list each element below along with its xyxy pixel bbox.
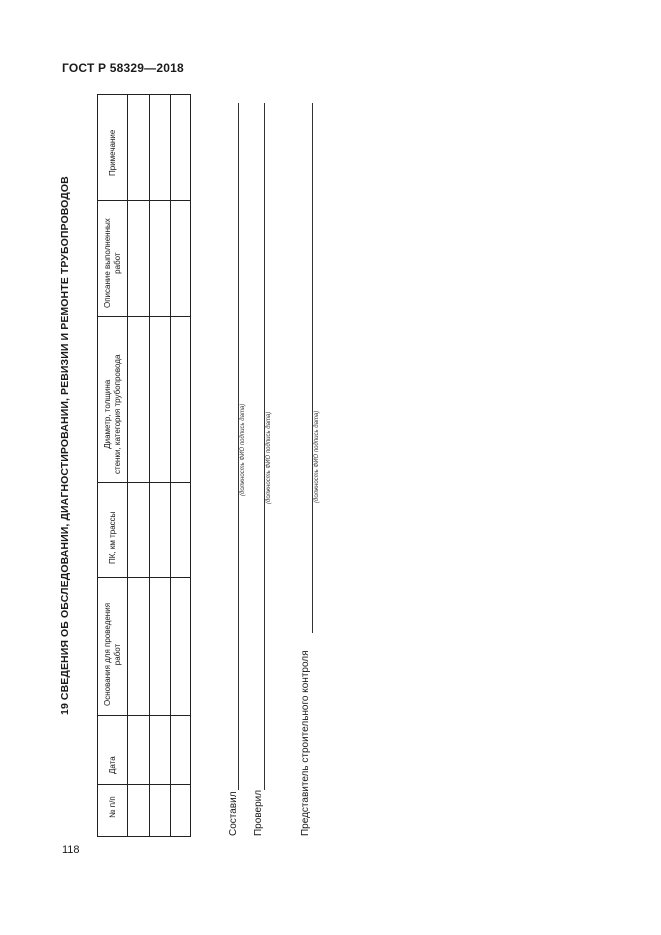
column-header-date: Дата [108, 756, 117, 774]
checked-hint: (должность ФИО подпись дата) [266, 411, 272, 504]
section-title: 19 СВЕДЕНИЯ ОБ ОБСЛЕДОВАНИИ, ДИАГНОСТИРОВАНИИ, РЕВИЗИИ И РЕМОНТЕ ТРУБОПРОВОДОВ [59, 176, 71, 715]
checked-signature-line [264, 103, 265, 790]
checked-label: Проверил [253, 789, 264, 836]
table-border-line [97, 836, 191, 837]
table-border-line [97, 94, 191, 95]
compiled-signature-line [238, 103, 239, 790]
column-header-note: Примечание [108, 129, 117, 176]
column-header-number: № п/п [108, 796, 117, 818]
table-border-line [190, 94, 191, 837]
table-border-line [127, 94, 128, 837]
document-code: ГОСТ Р 58329—2018 [62, 61, 184, 75]
table-border-line [97, 482, 191, 483]
column-header-grounds: Основания для проведения работ [103, 602, 122, 706]
page-number: 118 [62, 844, 80, 856]
table-border-line [170, 94, 171, 837]
table-border-line [149, 94, 150, 837]
table-border-line [97, 200, 191, 201]
works-table [97, 94, 191, 837]
compiled-label: Составил [228, 791, 239, 836]
table-border-line [97, 316, 191, 317]
column-header-description: Описание выполненных работ [103, 218, 122, 308]
representative-signature-line [312, 103, 313, 633]
table-border-line [97, 784, 191, 785]
table-border-line [97, 577, 191, 578]
table-border-line [97, 715, 191, 716]
representative-hint: (должность ФИО подпись дата) [314, 410, 320, 503]
column-header-pk: ПК, км трассы [108, 511, 117, 564]
table-border-line [97, 94, 98, 837]
column-header-diameter: Диаметр, толщина стенки, категория трубопровода [103, 354, 122, 474]
compiled-hint: (должность ФИО подпись дата) [240, 403, 246, 496]
representative-label: Представитель строительного контроля [300, 650, 311, 836]
